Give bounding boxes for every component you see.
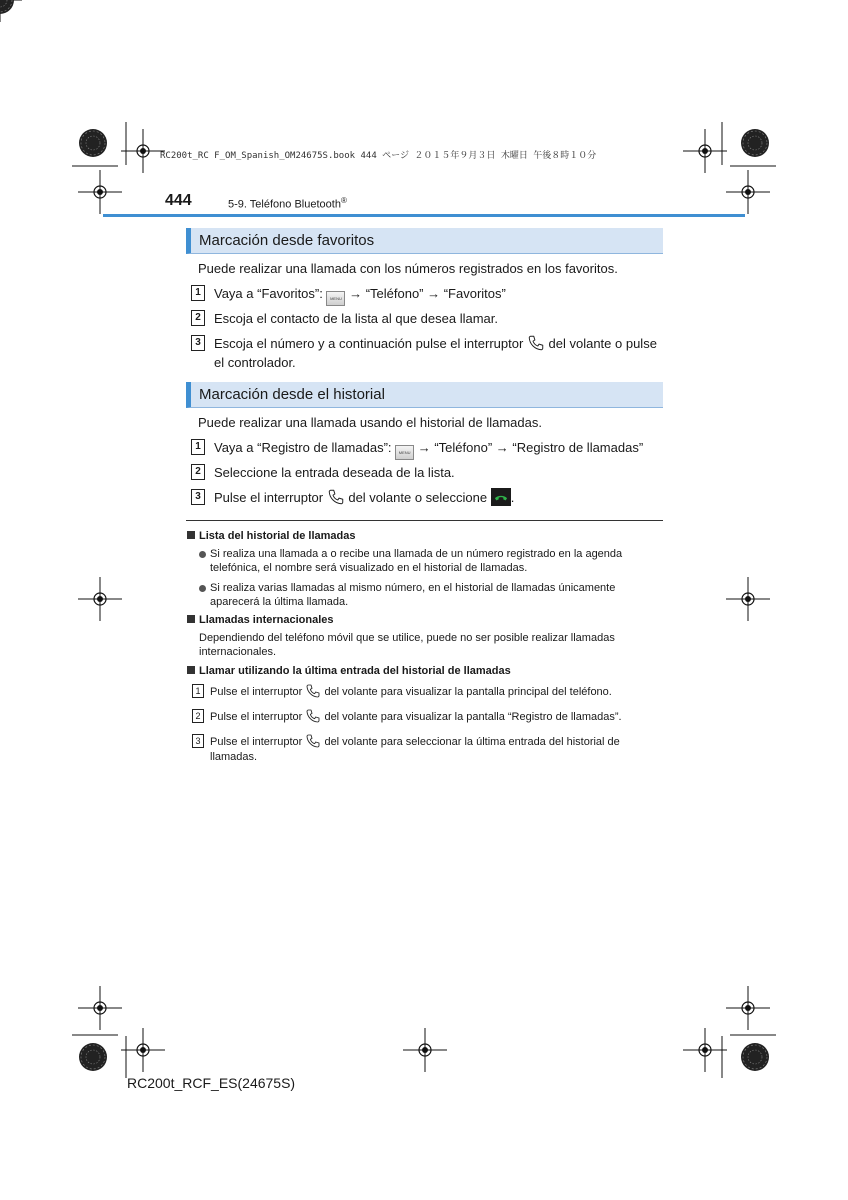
note-ultima-step-1: 1 Pulse el interruptor del volante para visualizar la pantalla principal del teléfono.	[192, 683, 663, 701]
phone-switch-icon	[327, 488, 345, 506]
step-number: 1	[191, 285, 205, 301]
heading-favoritos	[186, 228, 663, 254]
step-number: 1	[191, 439, 205, 455]
phone-switch-icon	[305, 708, 321, 724]
step-number: 3	[191, 335, 205, 351]
step-number: 3	[191, 489, 205, 505]
page-number: 444	[165, 192, 192, 209]
step-number: 1	[192, 684, 204, 698]
heading-favoritos-text: Marcación desde favoritos	[199, 232, 375, 249]
intro-favoritos: Puede realizar una llamada con los números registrados en los favoritos.	[198, 261, 618, 276]
note-lista-bullet-1: Si realiza una llamada a o recibe una llamada de un número registrado en la agenda telefónica, el nombre será visualizado en el historial de llamadas.	[199, 547, 663, 575]
step-number: 2	[191, 310, 205, 326]
notes-divider	[186, 520, 663, 521]
step-historial-2: 2 Seleccione la entrada deseada de la lista.	[191, 463, 663, 483]
bullet-dot-icon	[199, 585, 206, 592]
step-number: 2	[191, 464, 205, 480]
header-rule	[103, 214, 745, 217]
note-ultima-step-2: 2 Pulse el interruptor del volante para visualizar la pantalla “Registro de llamadas”.	[192, 708, 663, 726]
step-favoritos-3: 3 Escoja el número y a continuación pulse el interruptor del volante o pulse el controlador.	[191, 334, 663, 374]
note-lista-bullet-2: Si realiza varias llamadas al mismo número, en el historial de llamadas únicamente aparecerá la última llamada.	[199, 581, 663, 609]
step-favoritos-2: 2 Escoja el contacto de la lista al que desea llamar.	[191, 309, 663, 329]
square-bullet-icon	[187, 615, 195, 623]
note-lista-title: Lista del historial de llamadas	[187, 529, 356, 543]
note-ultima-step-3: 3 Pulse el interruptor del volante para seleccionar la última entrada del historial de llamadas.	[192, 733, 663, 765]
menu-button-icon: MENU	[395, 445, 414, 460]
heading-historial-text: Marcación desde el historial	[199, 386, 385, 403]
note-internacionales-text: Dependiendo del teléfono móvil que se utilice, puede no ser posible realizar llamadas internacionales.	[199, 632, 615, 658]
bullet-dot-icon	[199, 551, 206, 558]
section-title: 5-9. Teléfono Bluetooth®	[228, 196, 347, 211]
step-historial-1: 1 Vaya a “Registro de llamadas”: MENU → “Teléfono” → “Registro de llamadas”	[191, 438, 663, 458]
step-favoritos-1: 1 Vaya a “Favoritos”: MENU → “Teléfono” → “Favoritos”	[191, 284, 663, 304]
note-ultima-title: Llamar utilizando la última entrada del historial de llamadas	[187, 664, 511, 678]
step-historial-3: 3 Pulse el interruptor del volante o seleccione .	[191, 488, 663, 510]
square-bullet-icon	[187, 666, 195, 674]
menu-button-icon: MENU	[326, 291, 345, 306]
step-number: 3	[192, 734, 204, 748]
registered-mark: ®	[340, 196, 347, 205]
print-info-line: RC200t_RC F_OM_Spanish_OM24675S.book 444 ページ ２０１５年９月３日 木曜日 午後８時１０分	[160, 151, 597, 161]
phone-switch-icon	[305, 733, 321, 749]
note-internacionales-title: Llamadas internacionales	[187, 613, 334, 627]
phone-switch-icon	[305, 683, 321, 699]
footer-code: RC200t_RCF_ES(24675S)	[127, 1075, 296, 1091]
call-green-icon	[491, 488, 511, 506]
phone-switch-icon	[527, 334, 545, 352]
step-number: 2	[192, 709, 204, 723]
heading-historial	[186, 382, 663, 408]
intro-historial: Puede realizar una llamada usando el historial de llamadas.	[198, 415, 542, 430]
square-bullet-icon	[187, 531, 195, 539]
